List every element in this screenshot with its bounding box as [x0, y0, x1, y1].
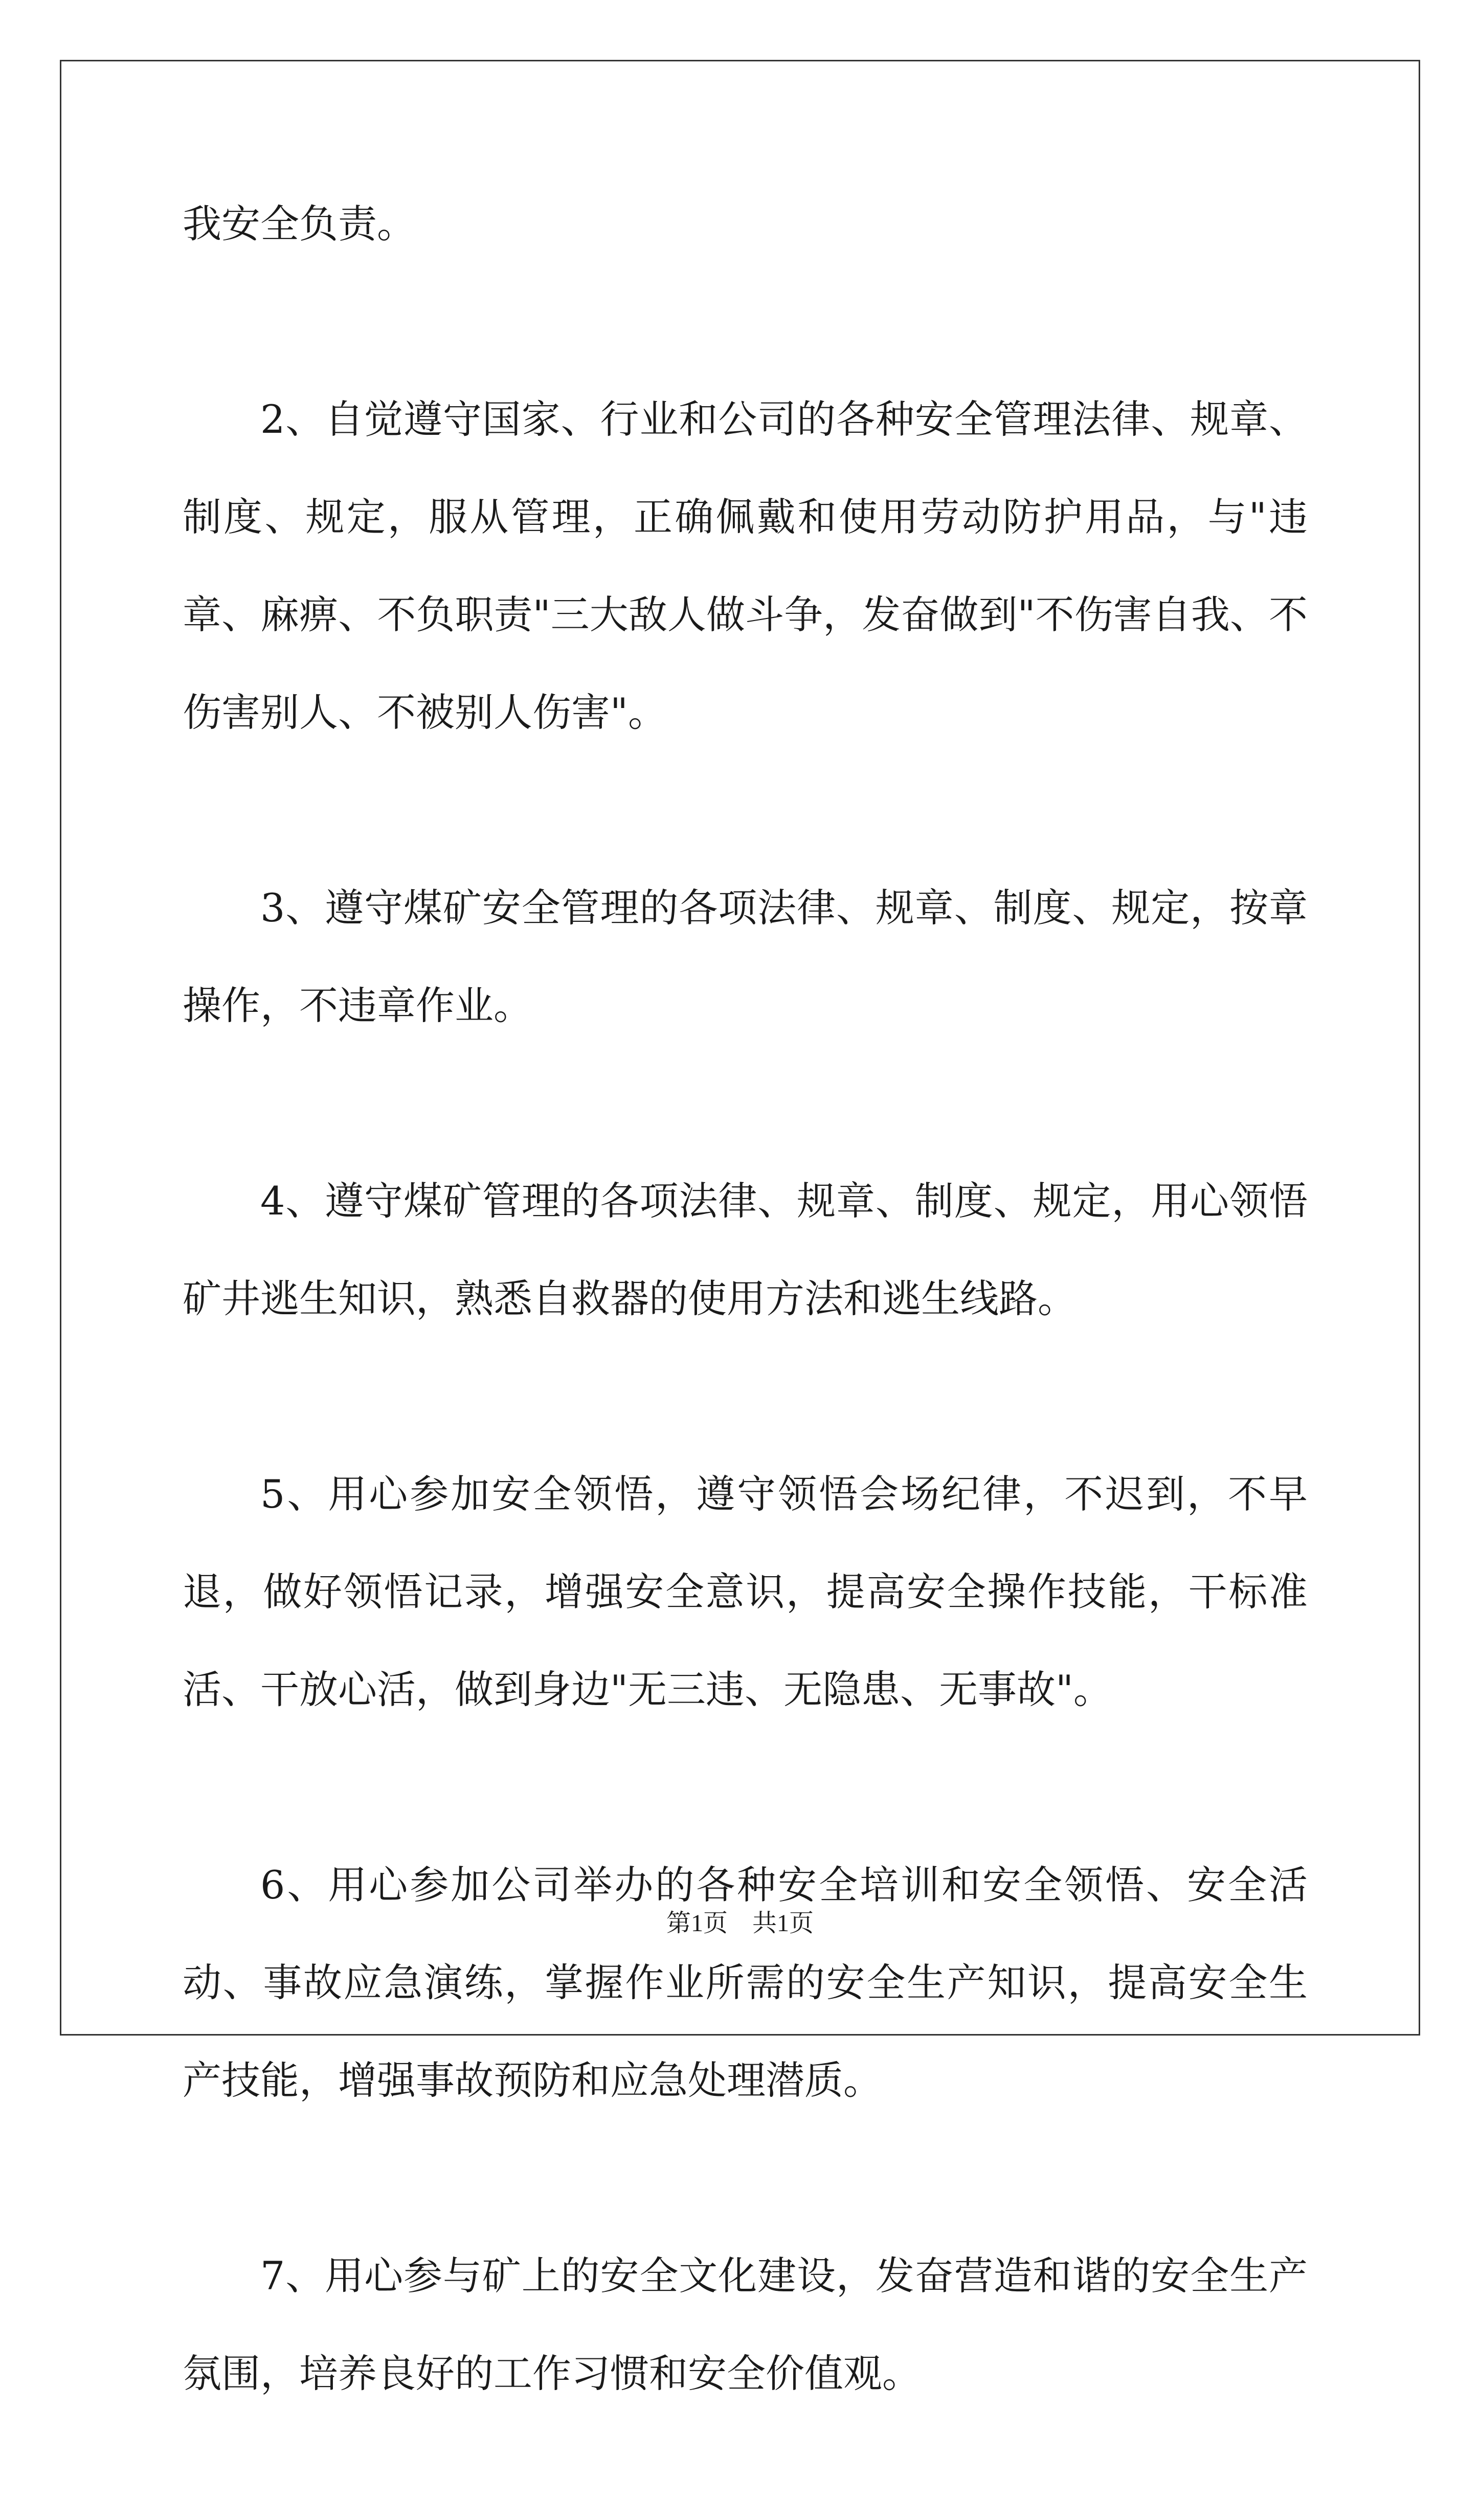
paragraph-item-6: 6、用心参加公司举办的各种安全培训和安全领悟、安全活动、事故应急演练，掌握作业所需的安全生产知识，提高安全生产技能，增强事故预防和应急处理潜质。 [183, 1862, 1308, 2103]
paragraph-item-4: 4、遵守煤矿管理的各项法律、规章、制度、规定，用心领悟矿井逃生知识，熟悉自救器的使用方法和逃生线路。 [183, 1178, 1308, 1321]
document-body [183, 175, 1308, 2520]
paragraph-continuation: 我安全负责。 [183, 201, 416, 247]
paragraph-item-5: 5、用心参加安全领悟，遵守领悟会场纪律，不迟到，不早退，做好领悟记录，增强安全意识，提高安全操作技能，干标准活、干放心活，做到身边"无三违、无隐患、无事故"。 [183, 1471, 1308, 1712]
paragraph-item-3: 3、遵守煤矿安全管理的各项法律、规章、制度、规定，按章操作，不违章作业。 [183, 885, 1308, 1028]
paragraph-item-2: 2、自觉遵守国家、行业和公司的各种安全管理法律、规章、制度、规定，服从管理，正确佩戴和使用劳动防护用品，与"违章、麻痹、不负职责"三大敌人做斗争，发奋做到"不伤害自我、不伤害别人、不被别人伤害"。 [183, 396, 1308, 735]
page-number-footer: 第1页 共1页 [666, 1910, 814, 1937]
paragraph-item-7: 7、用心参与矿上的安全文化建设，发奋营造和谐的安全生产氛围，培养良好的工作习惯和安全价值观。 [183, 2253, 1308, 2396]
